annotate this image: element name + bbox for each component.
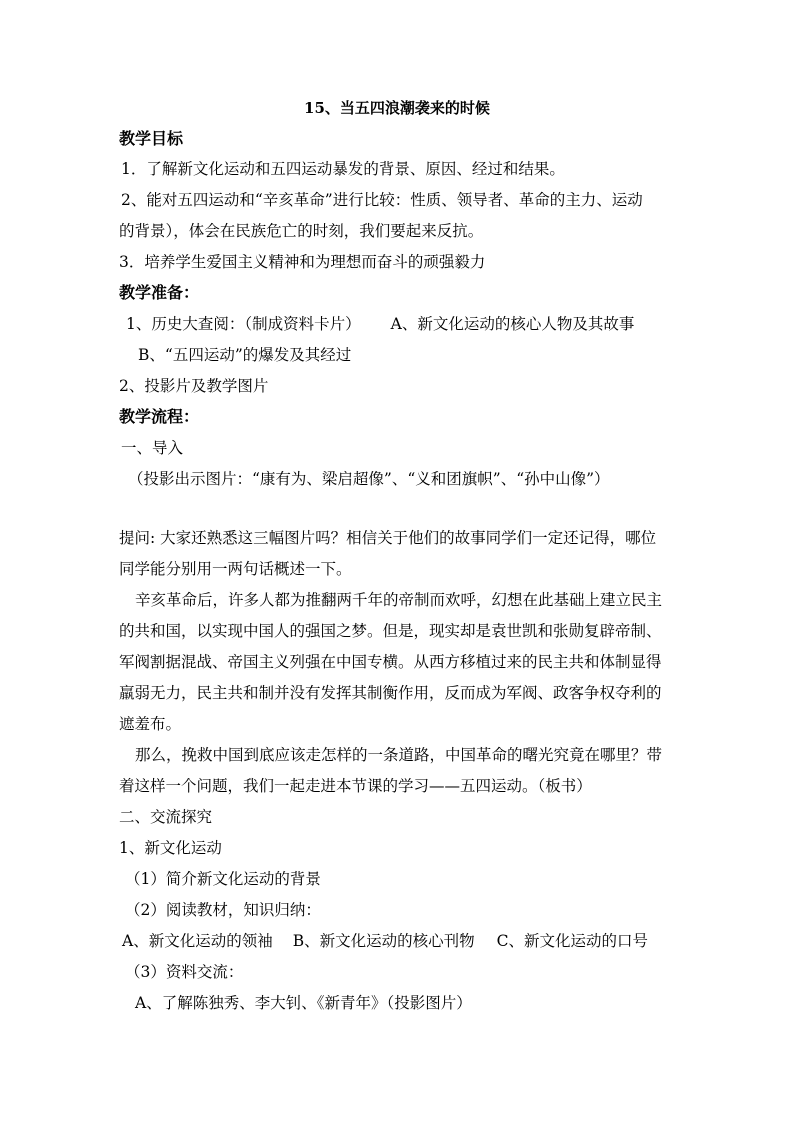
step-item: （3）资料交流： (125, 963, 244, 981)
paragraph-line: 军阀割据混战、帝国主义列强在中国专横。从西方移植过来的民主共和体制显得 (119, 653, 662, 671)
document-title: 15、当五四浪潮袭来的时候 (304, 99, 490, 117)
goal-item: 3．培养学生爱国主义精神和为理想而奋斗的顽强毅力 (119, 253, 486, 271)
goal-item: 2、能对五四运动和“辛亥革命”进行比较：性质、领导者、革命的主力、运动 (121, 191, 643, 209)
knowledge-item-a: A、新文化运动的领袖 (122, 932, 273, 950)
flow-heading: 教学流程： (119, 407, 200, 426)
subsection-new-culture: 1、新文化运动 (119, 839, 222, 857)
paragraph-line: 遮羞布。 (119, 715, 182, 733)
prep-item (126, 314, 686, 334)
prep-item-2: 2、投影片及教学图片 (119, 377, 269, 395)
paragraph-line: 着这样一个问题，我们一起走进本节课的学习——五四运动。（板书） (119, 777, 592, 795)
prep-item-1-a: A、新文化运动的核心人物及其故事 (390, 315, 635, 333)
question-line: 提问: 大家还熟悉这三幅图片吗？相信关于他们的故事同学们一定还记得，哪位 (119, 529, 657, 547)
goal-item-continued: 的背景），体会在民族危亡的时刻，我们要起来反抗。 (119, 222, 484, 240)
step-item: （2）阅读教材，知识归纳： (125, 901, 321, 919)
paragraph-line: 羸弱无力，民主共和制并没有发挥其制衡作用，反而成为军阀、政客争权夺利的 (119, 684, 662, 702)
prep-item-1: 1、历史大查阅：（制成资料卡片） (126, 315, 361, 333)
knowledge-item-b: B、新文化运动的核心刊物 (292, 932, 475, 950)
paragraph-line: 辛亥革命后，许多人都为推翻两千年的帝制而欢呼，幻想在此基础上建立民主 (135, 591, 663, 609)
prep-heading: 教学准备： (119, 283, 200, 302)
paragraph-line: 那么，挽救中国到底应该走怎样的一条道路，中国革命的曙光究竟在哪里？带 (135, 746, 663, 764)
goals-heading: 教学目标 (119, 129, 184, 148)
material-item: A、了解陈独秀、李大钊、《新青年》（投影图片） (135, 994, 472, 1012)
goal-item: 1．了解新文化运动和五四运动暴发的背景、原因、经过和结果。 (121, 160, 565, 178)
knowledge-items (122, 931, 682, 951)
section-intro: 一、导入 (121, 439, 184, 457)
paragraph-line: 的共和国，以实现中国人的强国之梦。但是，现实却是袁世凯和张勋复辟帝制、 (119, 622, 662, 640)
knowledge-item-c: C、新文化运动的口号 (496, 932, 648, 950)
section-explore: 二、交流探究 (119, 808, 213, 826)
question-line: 同学能分别用一两句话概述一下。 (119, 560, 352, 578)
projection-note: （投影出示图片：“康有为、梁启超像”、“义和团旗帜”、“孙中山像”） (128, 470, 610, 488)
step-item: （1）简介新文化运动的背景 (125, 870, 321, 888)
prep-item-1-b: B、“五四运动”的爆发及其经过 (138, 346, 352, 364)
